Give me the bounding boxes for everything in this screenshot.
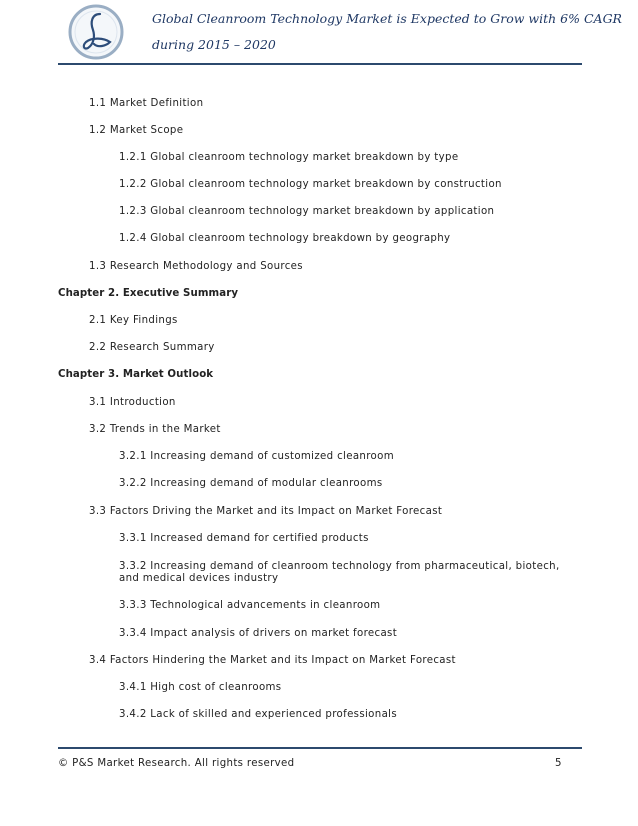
toc-entry: 2.1 Key Findings: [89, 315, 178, 326]
toc-entry: 1.2.3 Global cleanroom technology market breakdown by application: [119, 206, 495, 217]
toc-entry: 3.2 Trends in the Market: [89, 424, 221, 435]
document-title-line-2: during 2015 – 2020: [152, 37, 276, 52]
toc-entry: 3.3.3 Technological advancements in cleanroom: [119, 600, 381, 611]
toc-entry: 3.3 Factors Driving the Market and its Impact on Market Forecast: [89, 506, 443, 517]
toc-entry: 3.4.2 Lack of skilled and experienced professionals: [119, 709, 398, 720]
toc-entry: 1.3 Research Methodology and Sources: [89, 261, 303, 272]
toc-entry: 3.4 Factors Hindering the Market and its Impact on Market Forecast: [89, 655, 456, 666]
toc-entry: 3.2.1 Increasing demand of customized cleanroom: [119, 451, 394, 462]
toc-chapter-heading: Chapter 2. Executive Summary: [58, 288, 239, 299]
toc-entry: 1.2.2 Global cleanroom technology market breakdown by construction: [119, 179, 502, 190]
footer-divider: [58, 747, 582, 749]
toc-entry: 1.2.4 Global cleanroom technology breakdown by geography: [119, 233, 451, 244]
toc-chapter-heading: Chapter 3. Market Outlook: [58, 369, 214, 380]
toc-entry: 1.1 Market Definition: [89, 98, 204, 109]
toc-entry: 3.4.1 High cost of cleanrooms: [119, 682, 282, 693]
company-logo: [64, 4, 128, 60]
toc-entry: 3.2.2 Increasing demand of modular cleanrooms: [119, 478, 383, 489]
toc-entry: 3.3.4 Impact analysis of drivers on market forecast: [119, 628, 398, 639]
toc-entry: 3.3.2 Increasing demand of cleanroom technology from pharmaceutical, biotech, and medical devices industry: [119, 561, 560, 584]
document-title-line-1: Global Cleanroom Technology Market is Expected to Grow with 6% CAGR: [152, 11, 622, 26]
page-number: 5: [555, 758, 562, 769]
header-divider: [58, 63, 582, 65]
copyright-notice: © P&S Market Research. All rights reserved: [58, 758, 295, 769]
toc-entry: 1.2.1 Global cleanroom technology market breakdown by type: [119, 152, 459, 163]
toc-entry: 3.3.1 Increased demand for certified products: [119, 533, 369, 544]
toc-entry: 2.2 Research Summary: [89, 342, 215, 353]
toc-entry: 1.2 Market Scope: [89, 125, 184, 136]
toc-entry: 3.1 Introduction: [89, 397, 176, 408]
